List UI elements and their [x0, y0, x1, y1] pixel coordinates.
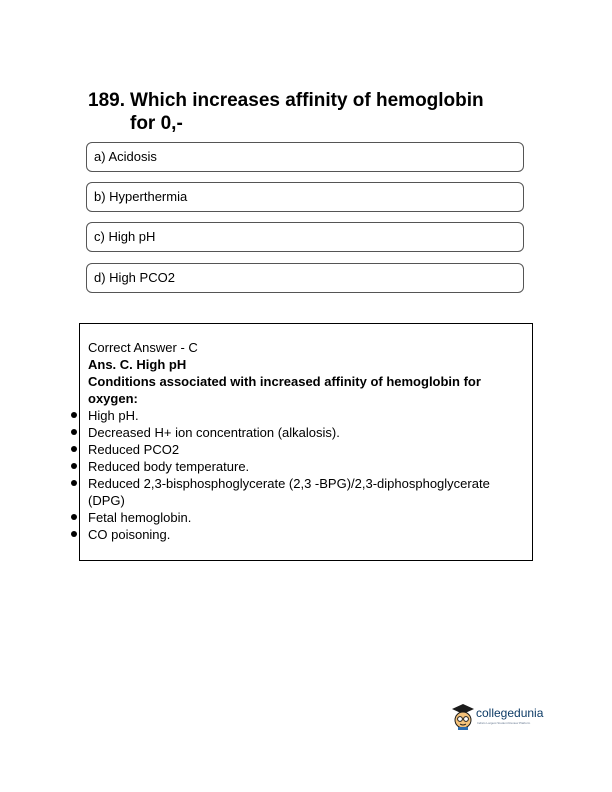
answer-heading: Conditions associated with increased affinity of hemoglobin for oxygen: [88, 374, 481, 406]
list-item: High pH. [88, 407, 528, 424]
brand-logo [452, 703, 552, 733]
list-item: Reduced body temperature. [88, 458, 528, 475]
option-b[interactable]: b) Hyperthermia [86, 182, 524, 212]
list-item: Fetal hemoglobin. [88, 509, 528, 526]
list-item: CO poisoning. [88, 526, 528, 543]
option-c[interactable]: c) High pH [86, 222, 524, 252]
list-item: Reduced PCO2 [88, 441, 528, 458]
option-a[interactable]: a) Acidosis [86, 142, 524, 172]
correct-answer-label: Correct Answer - C [88, 340, 198, 355]
graduate-mascot-icon [452, 704, 474, 730]
question-number: 189. [88, 90, 125, 111]
question-text-line1: Which increases affinity of hemoglobin [130, 90, 484, 111]
brand-tagline: India's Largest Student Review Platform [477, 721, 531, 725]
condition-list [88, 407, 528, 543]
brand-name: collegedunia [476, 706, 544, 720]
question-text-line2: for 0,- [130, 113, 183, 134]
list-item: Reduced 2,3-bisphosphoglycerate (2,3 -BPG)/2,3-diphosphoglycerate (DPG) [88, 475, 528, 509]
question-heading [88, 89, 528, 135]
list-item: Decreased H+ ion concentration (alkalosis). [88, 424, 528, 441]
answer-title: Ans. C. High pH [88, 357, 187, 372]
answer-content [88, 339, 528, 543]
option-d[interactable]: d) High PCO2 [86, 263, 524, 293]
